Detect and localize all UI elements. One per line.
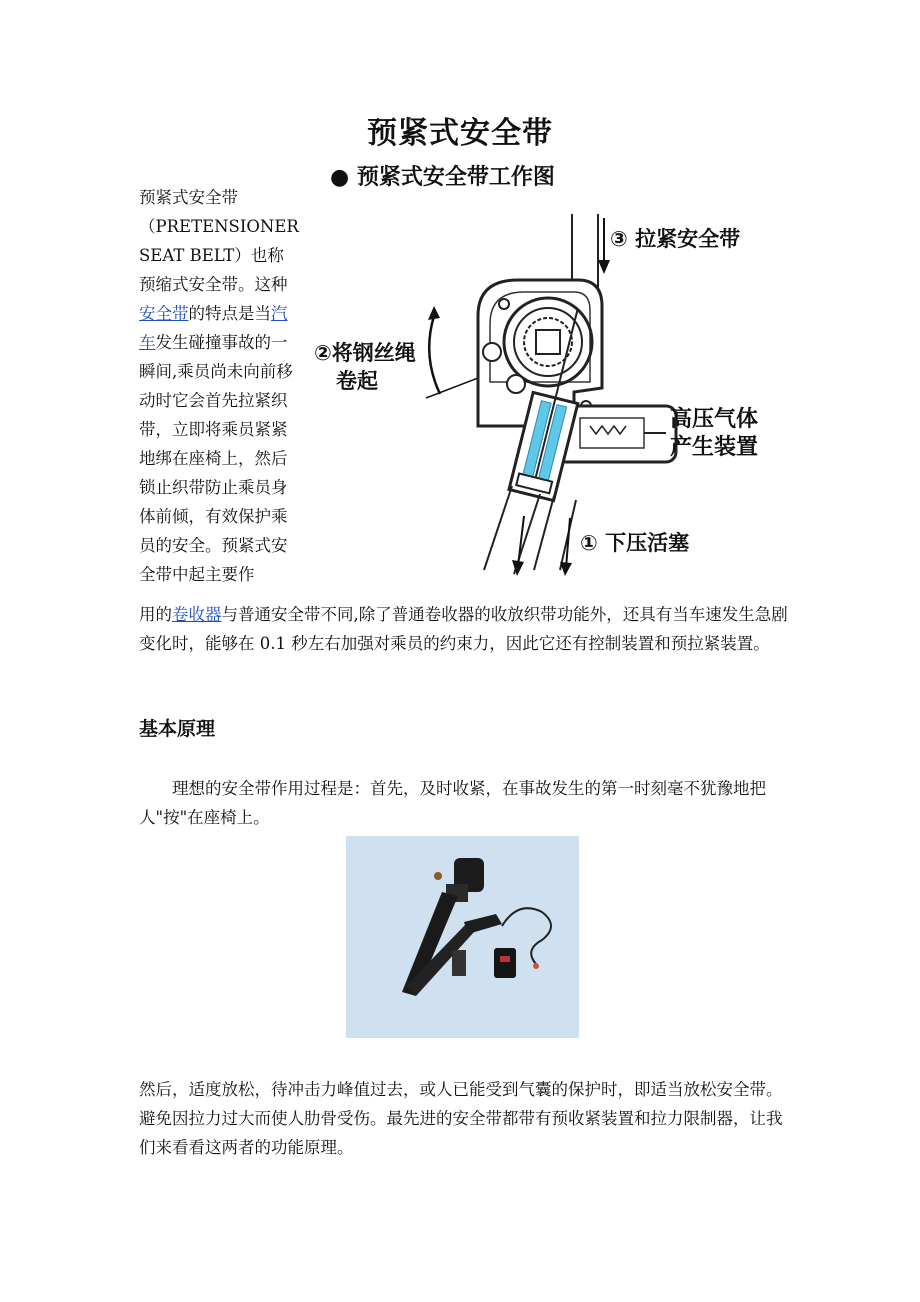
principle-paragraph: 理想的安全带作用过程是：首先，及时收紧，在事故发生的第一时刻毫不犹豫地把人"按"在座椅上。	[139, 779, 766, 827]
arrow-down-icon	[598, 218, 610, 274]
label-press-piston: ① 下压活塞	[580, 531, 690, 555]
arrow-down-pair-icon	[512, 516, 572, 576]
intro-text-3: 发生碰撞事故的一瞬间,乘员尚未向前移动时它会首先拉紧织带，立即将乘员紧紧地绑在座椅上，然后锁止织带防止乘员身体前倾，有效保护乘员的安全。预紧式安全带中起主要作	[139, 333, 293, 584]
car-link[interactable]: 汽车	[139, 304, 288, 352]
curved-arrow-icon	[426, 306, 478, 398]
intro-text-1: 预紧式安全带（PRETENSIONER SEAT BELT）也称预缩式安全带。这种	[139, 188, 299, 294]
seatbelt-photo	[346, 836, 579, 1038]
conclusion-paragraph: 然后，适度放松，待冲击力峰值过去，或人已能受到气囊的保护时，即适当放松安全带。避免因拉力过大而使人肋骨受伤。最先进的安全带都带有预收紧装置和拉力限制器，让我们来看看这两者的功能原理。	[139, 1080, 783, 1157]
label-gas-generator-1: 高压气体	[670, 407, 759, 432]
intro-text-2: 的特点是当	[188, 304, 271, 323]
page-title: 预紧式安全带	[367, 116, 553, 151]
seatbelt-link[interactable]: 安全带	[139, 304, 189, 323]
retractor-text-1: 用的	[139, 605, 172, 624]
intro-paragraph	[139, 183, 299, 589]
pretensioner-diagram	[314, 156, 800, 584]
retractor-link[interactable]: 卷收器	[172, 605, 222, 624]
diagram-caption: ● 预紧式安全带工作图	[330, 165, 555, 190]
label-tighten-belt: ③ 拉紧安全带	[610, 227, 741, 251]
retractor-text-2: 与普通安全带不同,除了普通卷收器的收放织带功能外，还具有当车速发生急剧变化时，能够在 0.1 秒左右加强对乘员的约束力，因此它还有控制装置和预拉紧装置。	[139, 605, 788, 653]
label-wind-wire-2: 卷起	[336, 369, 378, 393]
section-heading-principle: 基本原理	[139, 718, 216, 740]
label-gas-generator-2: 产生装置	[670, 435, 759, 460]
retractor-paragraph	[139, 600, 789, 658]
label-wind-wire-1: ②将钢丝绳	[314, 341, 416, 365]
